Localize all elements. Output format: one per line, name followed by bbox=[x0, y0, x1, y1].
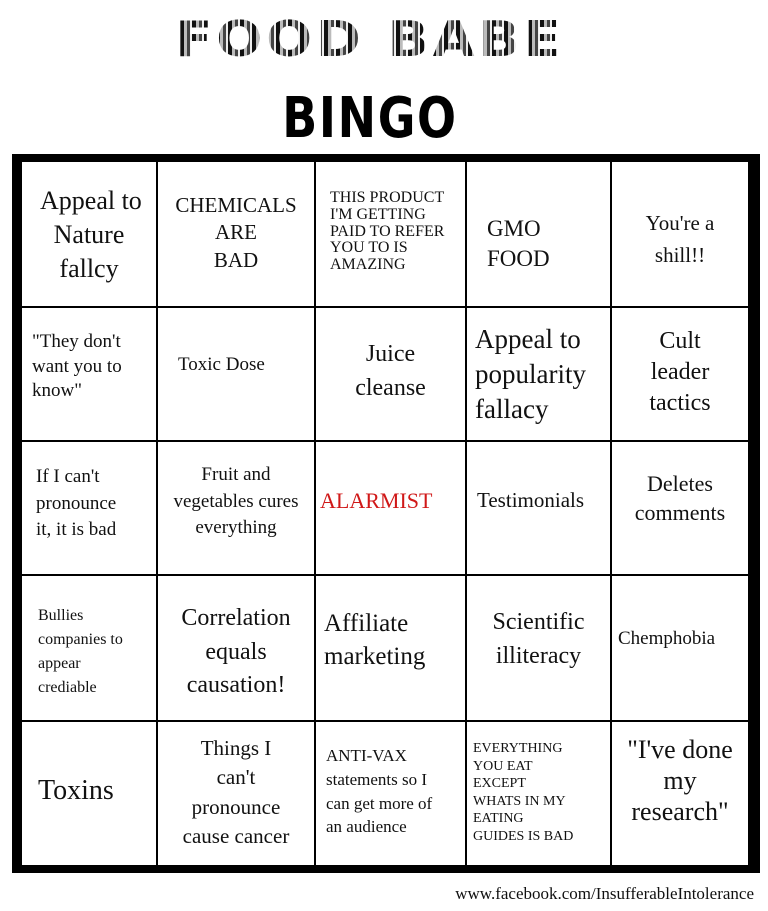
cell-line: Affiliate bbox=[324, 610, 409, 637]
cell-line: YOU TO IS bbox=[330, 239, 408, 257]
cell-line: EVERYTHING bbox=[473, 741, 563, 756]
cell-line: If I can't bbox=[36, 466, 100, 487]
cell-line: CHEMICALS bbox=[175, 193, 297, 217]
bingo-cell-text bbox=[618, 628, 746, 651]
cell-line: research" bbox=[631, 797, 729, 827]
cell-line: Fruit and bbox=[201, 464, 271, 485]
cell-line: Appeal to bbox=[40, 186, 142, 215]
cell-line: Toxic Dose bbox=[178, 354, 265, 375]
bingo-cell-text bbox=[32, 330, 154, 404]
cell-line: illiteracy bbox=[495, 642, 582, 669]
bingo-cell-anti-vax-statements bbox=[316, 722, 465, 865]
cell-line: know" bbox=[32, 380, 82, 402]
bingo-cell-affiliate-marketing bbox=[316, 576, 465, 720]
cell-line: equals bbox=[205, 638, 267, 665]
cell-line: it, it is bad bbox=[36, 519, 117, 541]
bingo-cell-youre-a-shill bbox=[612, 162, 748, 306]
bingo-cell-text bbox=[324, 608, 463, 673]
cell-line: WHATS IN MY bbox=[473, 793, 566, 809]
cell-line: an audience bbox=[326, 817, 407, 837]
bingo-cell-text bbox=[164, 602, 308, 703]
bingo-cell-alarmist bbox=[316, 442, 465, 574]
cell-line: my bbox=[663, 766, 697, 796]
bingo-cell-text bbox=[481, 606, 596, 673]
cell-line: cleanse bbox=[355, 374, 426, 401]
cell-line: want you to bbox=[32, 355, 122, 377]
bingo-cell-correlation-causation bbox=[158, 576, 314, 720]
cell-line: Testimonials bbox=[477, 488, 585, 512]
cell-line: Correlation bbox=[181, 605, 291, 631]
cell-line: Things I bbox=[200, 736, 272, 760]
bingo-cell-paid-to-refer bbox=[316, 162, 465, 306]
bingo-cell-ive-done-my-research bbox=[612, 722, 748, 865]
bingo-board bbox=[12, 154, 760, 873]
cell-line: EXCEPT bbox=[473, 776, 526, 791]
cell-line: You're a bbox=[645, 211, 715, 235]
bingo-cell-toxic-dose bbox=[158, 308, 314, 440]
cell-line: can't bbox=[216, 765, 256, 790]
cell-line: THIS PRODUCT bbox=[330, 189, 445, 206]
cell-line: popularity bbox=[475, 359, 586, 390]
bingo-cell-they-dont-want-you-to-know bbox=[22, 308, 156, 440]
cell-line: Scientific bbox=[492, 609, 585, 635]
cell-line: YOU EAT bbox=[473, 758, 533, 774]
cell-line: Cult bbox=[659, 328, 701, 354]
cell-line: fallcy bbox=[59, 253, 119, 283]
cell-line: statements so I bbox=[326, 769, 428, 789]
cell-line: ARE bbox=[215, 220, 257, 245]
bingo-cell-text bbox=[622, 470, 738, 527]
bingo-cell-text bbox=[36, 464, 154, 544]
cell-line: pronounce bbox=[191, 794, 281, 819]
cell-line: Juice bbox=[365, 341, 416, 367]
bingo-cell-everything-you-eat bbox=[467, 722, 610, 865]
bingo-cell-testimonials bbox=[467, 442, 610, 574]
cell-line: Appeal to bbox=[475, 324, 581, 354]
bingo-cell-appeal-to-popularity bbox=[467, 308, 610, 440]
bingo-cell-text bbox=[170, 192, 302, 274]
bingo-cell-text bbox=[487, 214, 608, 274]
bingo-cell-text bbox=[473, 740, 608, 845]
bingo-cell-deletes-comments bbox=[612, 442, 748, 574]
bingo-cell-text bbox=[38, 604, 154, 700]
bingo-cell-text bbox=[320, 488, 463, 514]
cell-line: cause cancer bbox=[182, 824, 290, 849]
cell-line: crediable bbox=[38, 679, 97, 696]
bingo-cell-scientific-illiteracy bbox=[467, 576, 610, 720]
cell-line: GMO bbox=[487, 216, 541, 241]
cell-line: tactics bbox=[649, 390, 711, 417]
bingo-cell-gmo-food bbox=[467, 162, 610, 306]
bingo-cell-juice-cleanse bbox=[316, 308, 465, 440]
bingo-cell-text bbox=[168, 734, 304, 852]
footer-url: www.facebook.com/InsufferableIntolerance bbox=[455, 884, 754, 903]
bingo-cell-text bbox=[626, 326, 734, 420]
bingo-cell-toxins bbox=[22, 722, 156, 865]
cell-line: PAID TO REFER bbox=[330, 222, 445, 240]
cell-line: shill!! bbox=[654, 242, 706, 267]
bingo-cell-text bbox=[475, 322, 608, 427]
cell-line: can get more of bbox=[326, 793, 433, 813]
cell-line: Nature bbox=[53, 219, 125, 249]
cell-line: ALARMIST bbox=[320, 488, 433, 513]
bingo-cell-text bbox=[636, 208, 724, 271]
cell-line: BAD bbox=[213, 247, 259, 272]
cell-line: comments bbox=[634, 499, 726, 525]
cell-line: companies to bbox=[38, 631, 123, 648]
cell-line: pronounce bbox=[36, 492, 117, 514]
bingo-cell-bullies-companies bbox=[22, 576, 156, 720]
bingo-cell-text bbox=[326, 744, 463, 839]
cell-line: vegetables cures bbox=[173, 490, 299, 512]
cell-line: Toxins bbox=[38, 775, 114, 806]
bingo-cell-text bbox=[616, 734, 744, 828]
bingo-cell-text bbox=[38, 774, 154, 808]
cell-line: fallacy bbox=[475, 394, 549, 425]
cell-line: Chemphobia bbox=[618, 628, 716, 649]
bingo-cell-chemicals-are-bad bbox=[158, 162, 314, 306]
cell-line: ANTI-VAX bbox=[326, 746, 407, 765]
cell-line: GUIDES IS BAD bbox=[473, 828, 574, 844]
bingo-cell-appeal-to-nature bbox=[22, 162, 156, 306]
cell-line: leader bbox=[650, 359, 710, 386]
cell-line: everything bbox=[195, 517, 277, 539]
bingo-cell-cant-pronounce-bad bbox=[22, 442, 156, 574]
cell-line: AMAZING bbox=[330, 256, 406, 274]
cell-line: Deletes bbox=[647, 471, 713, 496]
cell-line: EATING bbox=[473, 811, 524, 826]
bingo-cell-text bbox=[40, 184, 142, 285]
bingo-cell-text bbox=[178, 354, 312, 377]
cell-line: "They don't bbox=[32, 331, 121, 352]
title-food-babe: FOOD BABE bbox=[0, 11, 740, 68]
cell-line: causation! bbox=[186, 672, 286, 699]
cell-line: I'M GETTING bbox=[330, 205, 426, 223]
cell-line: appear bbox=[38, 655, 81, 672]
bingo-cell-chemphobia bbox=[612, 576, 748, 720]
bingo-cell-cult-leader-tactics bbox=[612, 308, 748, 440]
bingo-cell-things-cant-pronounce bbox=[158, 722, 314, 865]
cell-line: FOOD bbox=[487, 245, 550, 271]
cell-line: marketing bbox=[324, 642, 426, 670]
cell-line: Bullies bbox=[38, 607, 84, 624]
bingo-cell-text bbox=[330, 190, 463, 274]
bingo-cell-text bbox=[332, 338, 449, 405]
bingo-cell-fruit-vegetables-cures bbox=[158, 442, 314, 574]
bingo-cell-text bbox=[162, 462, 310, 542]
title-bingo: BINGO bbox=[282, 86, 458, 151]
cell-line: "I've done bbox=[627, 735, 733, 764]
bingo-cell-text bbox=[477, 488, 608, 513]
